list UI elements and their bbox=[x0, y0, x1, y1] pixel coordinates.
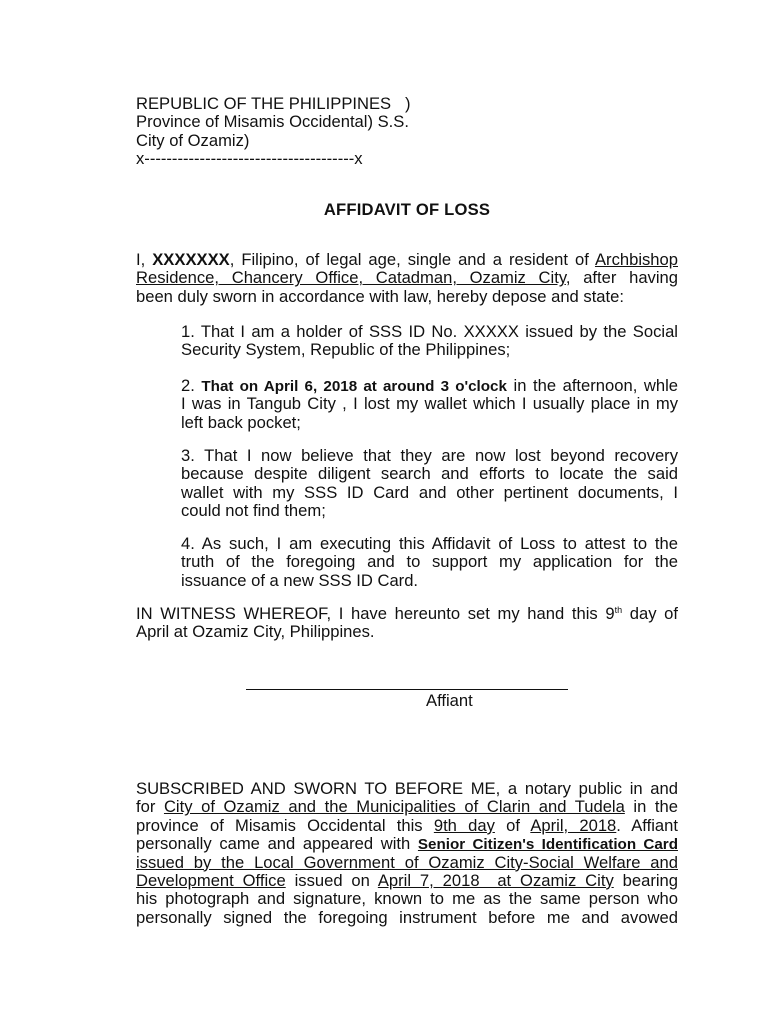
issuing-office: Development Office bbox=[136, 871, 286, 890]
statement-2-line-3: left back pocket; bbox=[181, 413, 301, 432]
residence-address: Archbishop bbox=[594, 251, 678, 269]
jurat-line-4 bbox=[136, 835, 678, 853]
intro-text: , after having bbox=[565, 269, 678, 288]
jurat-line-2 bbox=[136, 798, 678, 816]
jurat-text: . Affiant bbox=[616, 816, 678, 835]
caption-line-province: Province of Misamis Occidental) S.S. bbox=[136, 112, 409, 132]
intro-paragraph bbox=[136, 251, 678, 306]
statement-4-line-2: truth of the foregoing and to support my application for the bbox=[181, 553, 678, 572]
affiant-label: Affiant bbox=[426, 691, 473, 710]
jurat-line-8: personally signed the foregoing instrument before me and avowed bbox=[136, 908, 678, 927]
document-title: AFFIDAVIT OF LOSS bbox=[323, 200, 491, 219]
intro-line-3: been duly sworn in accordance with law, hereby depose and state: bbox=[136, 287, 624, 306]
statement-2-text: in the afternoon, whle bbox=[506, 377, 678, 395]
statement-3-line-4: could not find them; bbox=[181, 502, 326, 521]
statement-1 bbox=[181, 323, 678, 360]
witness-paragraph bbox=[136, 605, 678, 642]
intro-text: I, bbox=[136, 251, 153, 269]
jurat-date: April, 2018 bbox=[530, 816, 617, 835]
jurat-text: for bbox=[136, 798, 164, 817]
caption-divider: x--------------------------------------x bbox=[136, 149, 363, 169]
statement-3 bbox=[181, 447, 678, 521]
affiant-name: XXXXXXX bbox=[152, 251, 230, 269]
jurat-day: 9th day bbox=[433, 816, 495, 835]
intro-line-1 bbox=[136, 251, 678, 269]
statement-2-number: 2. bbox=[181, 377, 202, 395]
witness-line-2: April at Ozamiz City, Philippines. bbox=[136, 623, 375, 642]
jurat-text: in the bbox=[624, 798, 678, 817]
jurat-line-3 bbox=[136, 817, 678, 835]
jurat-line-1: SUBSCRIBED AND SWORN TO BEFORE ME, a notary public in and bbox=[136, 780, 678, 798]
signature-line bbox=[246, 689, 568, 690]
jurat-text: of bbox=[494, 816, 531, 835]
statement-4-line-3: issuance of a new SSS ID Card. bbox=[181, 571, 419, 590]
id-issue-date: April 7, 2018 at Ozamiz City bbox=[377, 871, 614, 890]
statement-2-line-1 bbox=[181, 377, 678, 395]
residence-address: Residence, Chancery Office, Catadman, Ozamiz City bbox=[136, 269, 566, 288]
incident-datetime: That on April 6, 2018 at around 3 o'clock bbox=[201, 378, 507, 395]
jurat-text: bearing bbox=[613, 871, 678, 890]
jurat-line-7: his photograph and signature, known to me as the same person who bbox=[136, 890, 678, 909]
jurat-line-5: issued by the Local Government of Ozamiz City-Social Welfare and bbox=[136, 853, 678, 872]
statement-3-line-2: because despite diligent search and efforts to locate the said bbox=[181, 465, 678, 484]
caption-line-republic: REPUBLIC OF THE PHILIPPINES ) bbox=[136, 94, 411, 113]
jurat-text: issued on bbox=[285, 871, 378, 890]
witness-text: IN WITNESS WHEREOF, I have hereunto set my hand this 9 bbox=[136, 605, 615, 623]
jurat-text: personally came and appeared with bbox=[136, 835, 418, 854]
intro-text: , Filipino, of legal age, single and a resident of bbox=[229, 251, 595, 269]
witness-text: day of bbox=[622, 605, 678, 623]
ordinal-suffix: th bbox=[614, 605, 623, 615]
jurat-text: province of Misamis Occidental this bbox=[136, 816, 434, 835]
notary-jurisdiction: City of Ozamiz and the Municipalities of Clarin and Tudela bbox=[163, 798, 625, 817]
statement-1-line-1: 1. That I am a holder of SSS ID No. XXXXX issued by the Social bbox=[181, 323, 678, 341]
jurat-paragraph bbox=[136, 780, 678, 927]
intro-line-2 bbox=[136, 269, 678, 287]
venue-caption bbox=[136, 95, 678, 169]
statement-3-line-3: wallet with my SSS ID Card and other pertinent documents, I bbox=[181, 483, 678, 502]
statement-1-line-2: Security System, Republic of the Philippines; bbox=[181, 341, 511, 360]
id-document-type: Senior Citizen's Identification Card bbox=[417, 836, 678, 854]
statement-2-line-2: I was in Tangub City , I lost my wallet which I usually place in my bbox=[181, 395, 678, 414]
caption-line-city: City of Ozamiz) bbox=[136, 130, 250, 150]
statement-2 bbox=[181, 377, 678, 432]
statement-3-line-1: 3. That I now believe that they are now lost beyond recovery bbox=[181, 447, 678, 465]
statement-4 bbox=[181, 535, 678, 590]
statement-4-line-1: 4. As such, I am executing this Affidavit of Loss to attest to the bbox=[181, 535, 678, 553]
jurat-line-6 bbox=[136, 872, 678, 890]
witness-line-1 bbox=[136, 605, 678, 623]
